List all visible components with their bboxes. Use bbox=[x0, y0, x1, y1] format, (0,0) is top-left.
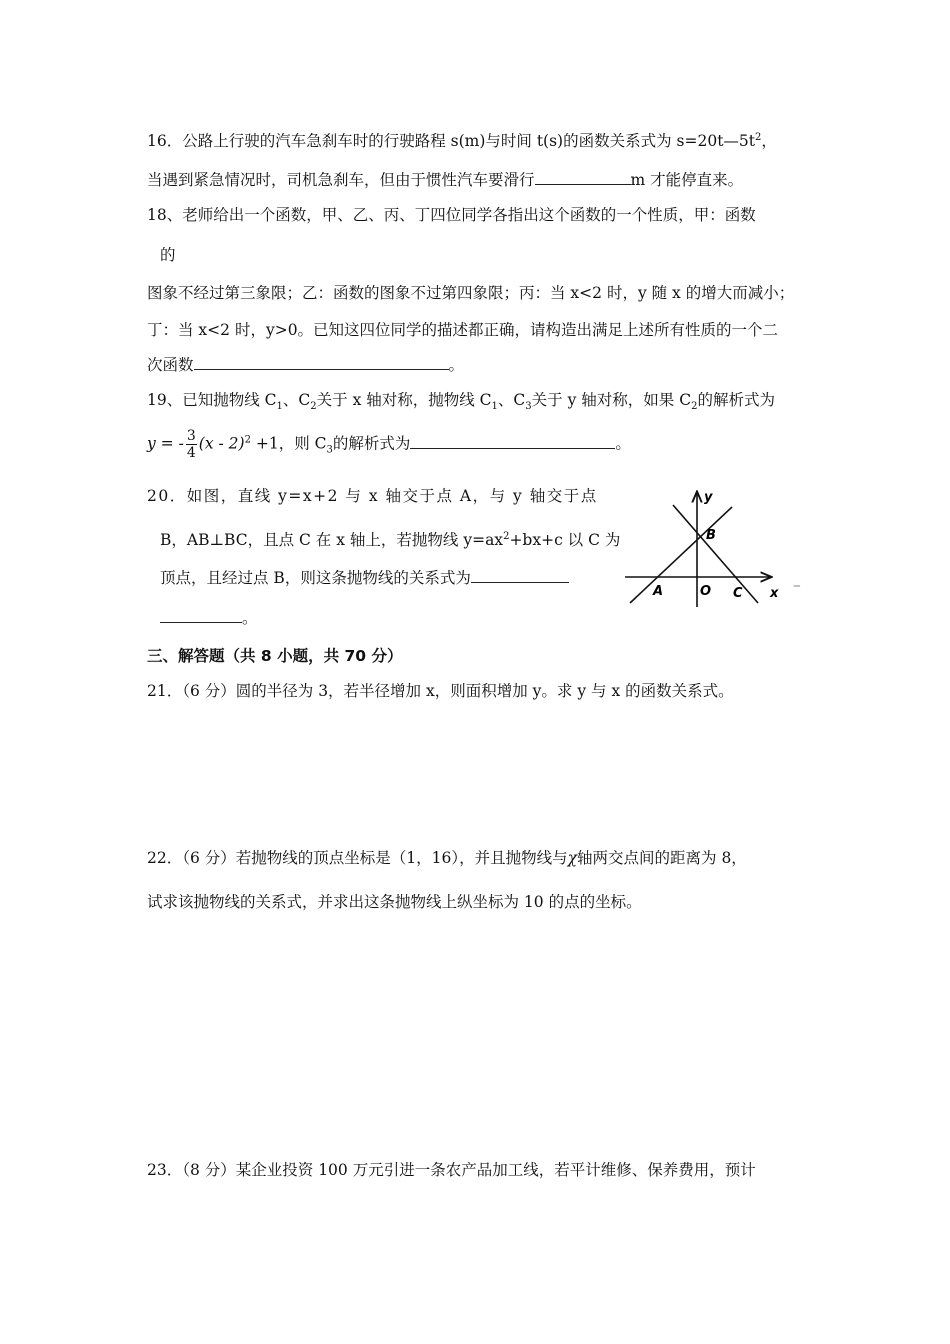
q18-line5: 次函数 。 bbox=[147, 356, 465, 374]
q22-line2: 试求该抛物线的关系式，并求出这条抛物线上纵坐标为 10 的点的坐标。 bbox=[147, 893, 642, 911]
label-y: y bbox=[704, 490, 713, 505]
q16-line1: 16．公路上行驶的汽车急刹车时的行驶路程 s(m)与时间 t(s)的函数关系式为 $s=20t—5t^2$， bbox=[147, 132, 777, 151]
q19-equation-lhs: y = - bbox=[147, 434, 184, 453]
q18-line3: 图象不经过第三象限；乙：函数的图象不过第四象限；丙：当 x<2 时，y 随 x 的增大而减小； bbox=[147, 284, 795, 302]
q19-line1: 19、已知抛物线 $C_1$、$C_2$关于 x 轴对称，抛物线 $C_1$、$C_3$关于 y 轴对称，如果 $C_2$的解析式为 bbox=[147, 391, 775, 413]
q19-answer-blank[interactable] bbox=[410, 434, 615, 449]
q16-answer-blank[interactable] bbox=[535, 170, 631, 185]
label-C: C bbox=[733, 586, 743, 601]
label-B: B bbox=[706, 528, 716, 543]
label-x: x bbox=[770, 586, 779, 601]
q20-coordinate-figure bbox=[620, 485, 790, 610]
section3-heading: 三、解答题（共 8 小题，共 70 分） bbox=[147, 647, 403, 665]
label-O: O bbox=[700, 584, 712, 599]
line-BC bbox=[673, 505, 758, 603]
q20-line1: 20．如图，直线 y=x+2 与 x 轴交于点 A，与 y 轴交于点 bbox=[147, 487, 598, 505]
label-A: A bbox=[653, 584, 664, 599]
q20-stray-dash: – bbox=[793, 576, 801, 594]
q20-answer-blank-cont[interactable] bbox=[160, 608, 242, 623]
q20-line4: 。 bbox=[160, 608, 258, 628]
q18-line1: 18、老师给出一个函数，甲、乙、丙、丁四位同学各指出这个函数的一个性质，甲：函数 bbox=[147, 206, 756, 224]
q20-line3: 顶点，且经过点 B，则这条抛物线的关系式为 bbox=[160, 568, 569, 588]
q18-answer-blank[interactable] bbox=[194, 355, 449, 370]
q21-text: 21．（6 分）圆的半径为 3，若半径增加 x，则面积增加 y。求 y 与 x 的函数关系式。 bbox=[147, 682, 734, 700]
q16-line2: 当遇到紧急情况时，司机急刹车，但由于惯性汽车要滑行 m 才能停直来。 bbox=[147, 171, 744, 189]
q19-fraction: $\frac{3}{4}$ bbox=[186, 428, 196, 461]
q23-text: 23．（8 分）某企业投资 100 万元引进一条农产品加工线，若平计维修、保养费用，预计 bbox=[147, 1161, 756, 1179]
q18-line2: 的 bbox=[160, 246, 176, 264]
q20-line2: B，AB⊥BC，且点 C 在 x 轴上，若抛物线 $y=ax^2+bx+c$ 以 C 为 bbox=[160, 531, 621, 550]
q22-line1: 22．（6 分）若抛物线的顶点坐标是（1，16），并且抛物线与χ轴两交点间的距离为 8， bbox=[147, 849, 747, 867]
q18-line4: 丁：当 x<2 时，y>0。已知这四位同学的描述都正确，请构造出满足上述所有性质的一个二 bbox=[147, 321, 779, 339]
q20-answer-blank[interactable] bbox=[471, 568, 569, 583]
q19-line2: y = - $\frac{3}{4}$ (x - 2)$^2$ +1，则 $C_3$的解析式为 。 bbox=[147, 428, 631, 461]
